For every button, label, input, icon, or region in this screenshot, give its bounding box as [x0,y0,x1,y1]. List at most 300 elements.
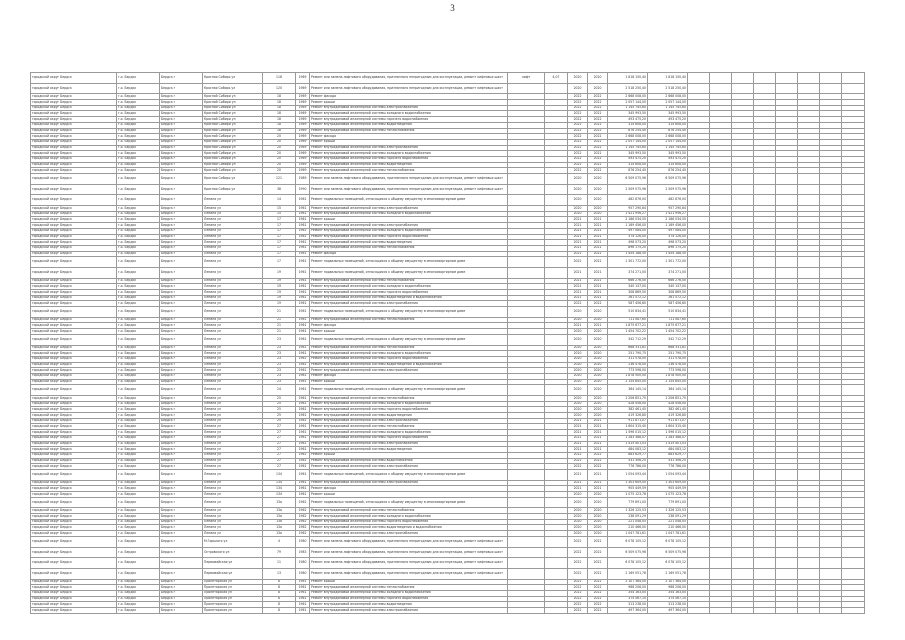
table-cell: г.о. Бердск [117,111,160,117]
table-cell: Ленина ул [203,228,263,234]
table-row [31,195,865,206]
table-cell: г.о. Бердск [117,435,160,441]
table-cell: 1961 [296,195,310,206]
table-cell: 14 [263,195,296,206]
table-cell: Ремонт или замена лифтового оборудования, признанного непригодным для эксплуатации, ремонт лифтовых шахт [310,73,508,84]
table-cell: 4,07 [545,73,568,84]
table-cell: 1 169 456,00 [648,223,688,229]
table-cell: Бердск г [160,290,203,296]
table-cell [545,334,568,345]
table-cell: городской округ Бердск [31,430,117,436]
table-cell: 1961 [296,245,310,251]
table-cell: 13а [263,497,296,508]
table-cell: Ремонт внутридомовой инженерной системы холодного водоснабжения [310,111,508,117]
empty-cell [798,568,820,579]
table-cell: 531 306,25 [608,458,648,464]
table-cell: 2022 [568,128,588,134]
table-cell: г.о. Бердск [117,301,160,307]
table-cell: 2021 [588,418,608,424]
table-cell: Ленина ул [203,211,263,217]
table-cell: Красной Сибири ул [203,111,263,117]
table-cell: 1961 [296,441,310,447]
empty-cell [842,195,865,206]
table-cell: 2020 [588,413,608,419]
table-cell: 2022 [588,251,608,257]
table-cell: городской округ Бердск [31,385,117,396]
empty-cell [798,174,820,185]
table-cell: 1 283 388,07 [648,435,688,441]
empty-cell [732,174,754,185]
empty-cell [754,334,776,345]
table-cell: Ремонт внутридомовой инженерной системы холодного водоснабжения [310,284,508,290]
table-cell: 79 [263,547,296,558]
table-cell: Ремонт внутридомовой инженерной системы теплоснабжения [310,168,508,174]
table-cell: 1 301 772,00 [608,257,648,268]
table-cell: 876 254,40 [648,168,688,174]
table-cell: 382 461,45 [648,407,688,413]
table-cell: 2021 [568,430,588,436]
table-cell: 2020 [588,401,608,407]
table-cell: г.о. Бердск [117,368,160,374]
table-cell: г.о. Бердск [117,536,160,547]
table-cell: 2020 [568,73,588,84]
table-cell: городской округ Бердск [31,323,117,329]
table-cell: городской округ Бердск [31,407,117,413]
table-cell: 1 875 677,21 [648,323,688,329]
table-cell: 2 057 144,00 [608,139,648,145]
table-cell: 2 509 075,96 [608,184,648,195]
table-cell: 2020 [588,317,608,323]
table-cell: 2022 [588,458,608,464]
table-row [31,257,865,268]
table-cell: 8 [263,596,296,602]
table-cell: Ремонт внутридомовой инженерной системы горячего водоснабжения [310,117,508,123]
table-row [31,307,865,318]
table-cell: Бердск г [160,596,203,602]
table-cell: 711 087,60 [648,317,688,323]
table-cell: 2 169 051,78 [608,568,648,579]
table-cell: 314 608,00 [648,122,688,128]
empty-cell [710,469,732,480]
table-cell: 20 [263,139,296,145]
table-cell: 27 [263,424,296,430]
table-cell: Ленина ул [203,508,263,514]
table-cell: 2022 [588,558,608,569]
table-cell: г.о. Бердск [117,334,160,345]
table-cell: 2021 [568,284,588,290]
table-cell: 2022 [588,452,608,458]
table-cell: 8 [263,590,296,596]
table-cell: 1961 [296,492,310,498]
table-cell: Ленина ул [203,334,263,345]
table-cell: Ремонт внутридомовой инженерной системы электроснабжения [310,480,508,486]
table-cell: 2021 [568,228,588,234]
table-cell: 313 238,00 [608,602,648,608]
table-cell: Бердск г [160,162,203,168]
empty-cell [776,184,798,195]
table-cell: 1 047 781,61 [648,531,688,537]
table-cell: 1 303 609,00 [648,480,688,486]
empty-cell [688,174,710,185]
table-cell: Ленина ул [203,307,263,318]
table-cell: 354 163,00 [648,590,688,596]
table-cell: 1969 [296,111,310,117]
table-cell: 2022 [568,117,588,123]
empty-cell [776,174,798,185]
table-cell: Ленина ул [203,217,263,223]
table-cell: 497 084,00 [648,228,688,234]
table-cell: 2022 [568,139,588,145]
table-cell: 1961 [296,362,310,368]
empty-cell [820,73,842,84]
table-cell: Ремонт подвальных помещений, относящихся к общему имуществу в многоквартирном доме [310,497,508,508]
table-cell: Ленина ул [203,497,263,508]
table-cell: 1 596 015,12 [648,430,688,436]
table-cell: 2 057 144,00 [648,100,688,106]
table-cell: 2022 [568,111,588,117]
table-cell: Ремонт внутридомовой инженерной системы теплоснабжения [310,317,508,323]
empty-cell [798,385,820,396]
table-cell: 20 [263,156,296,162]
table-cell: 1961 [296,345,310,351]
table-row [31,267,865,278]
table-cell: 1 454 702,22 [608,329,648,335]
empty-cell [688,497,710,508]
table-cell: 19 [263,284,296,290]
table-cell: городской округ Бердск [31,156,117,162]
table-cell: 221 048,05 [608,519,648,525]
table-cell: 2 057 144,00 [648,139,688,145]
table-cell: 1969 [296,100,310,106]
table-cell [508,536,545,547]
table-cell: г.о. Бердск [117,122,160,128]
empty-cell [798,184,820,195]
table-cell: 2021 [568,441,588,447]
table-cell: городской округ Бердск [31,602,117,608]
table-cell: городской округ Бердск [31,531,117,537]
table-cell: 2022 [588,122,608,128]
table-cell: Ленина ул [203,345,263,351]
table-cell: 2022 [568,122,588,128]
empty-cell [820,174,842,185]
empty-cell [688,547,710,558]
table-cell [545,536,568,547]
table-cell: Бердск г [160,373,203,379]
table-cell: 18 [263,122,296,128]
table-cell: городской округ Бердск [31,469,117,480]
table-cell: 1961 [296,234,310,240]
table-cell: г.о. Бердск [117,401,160,407]
table-cell: г.о. Бердск [117,568,160,579]
table-cell: Ремонт крыши [310,579,508,585]
table-cell [508,334,545,345]
table-cell: 1 145 745,60 [648,145,688,151]
table-cell: 2022 [588,464,608,470]
table-cell: 1961 [296,585,310,591]
table-cell [508,83,545,94]
table-cell: 668 331,81 [608,345,648,351]
table-cell: городской округ Бердск [31,267,117,278]
table-cell [545,195,568,206]
table-cell: 493 475,20 [648,156,688,162]
table-cell: Ленина ул [203,317,263,323]
table-cell: Ремонт подвальных помещений, относящихся к общему имуществу в многоквартирном доме [310,334,508,345]
table-cell: 1961 [296,379,310,385]
table-cell: 1962 [296,525,310,531]
table-cell: Бердск г [160,413,203,419]
table-cell: 1 145 745,60 [608,105,648,111]
capital-repair-table [30,72,865,614]
table-cell: 2021 [588,234,608,240]
table-cell: городской округ Бердск [31,174,117,185]
table-cell: 905 449,59 [608,486,648,492]
table-cell: Бердск г [160,174,203,185]
empty-cell [688,608,710,614]
table-cell: 236 478,00 [608,362,648,368]
table-cell: г.о. Бердск [117,217,160,223]
table-cell: Бердск г [160,223,203,229]
table-cell: г.о. Бердск [117,413,160,419]
table-cell: 340 137,00 [608,284,648,290]
table-cell: Красная Сибирь ул [203,73,263,84]
table-cell: 1 604 315,40 [648,424,688,430]
table-cell: 896 175,20 [608,245,648,251]
table-cell: 2020 [588,356,608,362]
table-cell: 1961 [296,396,310,402]
table-cell: г.о. Бердск [117,223,160,229]
table-cell: 18 [263,105,296,111]
table-cell: 876 254,40 [648,128,688,134]
table-cell: Бердск г [160,486,203,492]
empty-cell [732,547,754,558]
table-cell: 382 461,45 [608,407,648,413]
table-cell: Бердск г [160,334,203,345]
table-cell: 2020 [568,514,588,520]
table-cell: 18 [263,100,296,106]
table-cell: 1961 [296,480,310,486]
table-cell [508,497,545,508]
table-cell: 482 876,00 [608,195,648,206]
empty-cell [820,195,842,206]
table-cell: 1 415 401,03 [608,441,648,447]
table-cell: Ленина ул [203,424,263,430]
table-cell: г.о. Бердск [117,486,160,492]
table-cell [545,257,568,268]
table-cell: 497 084,00 [608,228,648,234]
empty-cell [776,469,798,480]
table-cell: 6 509 075,96 [608,547,648,558]
empty-cell [842,469,865,480]
table-cell: 364 145,14 [648,385,688,396]
empty-cell [776,195,798,206]
table-cell: 1961 [296,407,310,413]
table-cell: 1961 [296,329,310,335]
table-cell: 2020 [588,83,608,94]
table-cell: 238 091,29 [648,514,688,520]
table-cell: городской округ Бердск [31,558,117,569]
table-cell: 20 [263,168,296,174]
empty-cell [842,497,865,508]
table-cell: 2022 [568,547,588,558]
empty-cell [842,568,865,579]
empty-cell [754,469,776,480]
table-cell: 311 578,00 [648,356,688,362]
table-cell: городской округ Бердск [31,134,117,140]
empty-cell [710,608,732,614]
table-cell: 1 415 401,03 [648,441,688,447]
empty-cell [754,608,776,614]
table-cell: Ремонт или замена лифтового оборудования, признанного непригодным для эксплуатации, ремонт лифтовых шахт [310,568,508,579]
table-cell: 1969 [296,139,310,145]
table-cell: г.о. Бердск [117,195,160,206]
table-cell: Ленина ул [203,401,263,407]
table-cell: 2021 [568,435,588,441]
table-cell: 1961 [296,452,310,458]
table-cell: городской округ Бердск [31,217,117,223]
table-cell: 1961 [296,435,310,441]
empty-cell [688,568,710,579]
table-cell: 1 878 500,00 [608,373,648,379]
empty-cell [688,307,710,318]
table-cell: Бердск г [160,351,203,357]
table-cell: 13а [263,514,296,520]
empty-cell [798,536,820,547]
table-cell: 1961 [296,323,310,329]
empty-cell [776,608,798,614]
table-cell: 2020 [568,385,588,396]
table-cell: 375 567,10 [608,596,648,602]
table-cell: городской округ Бердск [31,168,117,174]
empty-cell [710,568,732,579]
table-cell: 2022 [588,257,608,268]
table-cell: 419 326,80 [608,413,648,419]
table-cell: Ленина ул [203,251,263,257]
table-cell: 18 [263,117,296,123]
empty-cell [842,73,865,84]
empty-cell [820,267,842,278]
table-cell: 1 604 315,40 [608,424,648,430]
table-cell: Ленина ул [203,525,263,531]
empty-cell [842,558,865,569]
table-cell: городской округ Бердск [31,162,117,168]
table-cell [545,83,568,94]
table-cell: 23 [263,379,296,385]
table-cell: 364 145,14 [608,385,648,396]
table-cell: Бердск г [160,379,203,385]
table-cell: 1990 [296,184,310,195]
table-cell: Бердск г [160,278,203,284]
empty-cell [776,334,798,345]
table-cell: г.о. Бердск [117,234,160,240]
table-cell: 2020 [588,407,608,413]
table-cell: 711 087,60 [608,317,648,323]
empty-cell [776,497,798,508]
empty-cell [710,174,732,185]
table-cell: Бердск г [160,94,203,100]
table-cell: Красной Сибири ул [203,139,263,145]
table-row [31,385,865,396]
table-cell: городской округ Бердск [31,401,117,407]
empty-cell [732,195,754,206]
table-cell: 2020 [568,508,588,514]
table-cell: 20 [263,151,296,157]
table-cell: 1969 [296,83,310,94]
table-cell: 2022 [568,151,588,157]
table-cell: 118 [263,73,296,84]
table-cell: Ленина ул [203,295,263,301]
table-cell: 2022 [568,590,588,596]
table-cell [545,267,568,278]
empty-cell [842,184,865,195]
table-cell: Красная Сибирь ул [203,184,263,195]
table-cell: Ремонт внутридомовой инженерной системы электроснабжения [310,531,508,537]
table-cell: Бердск г [160,480,203,486]
empty-cell [842,547,865,558]
table-cell: Ленина ул [203,223,263,229]
table-cell: 2022 [588,590,608,596]
table-cell: 988 206,00 [608,585,648,591]
table-cell: 2022 [568,558,588,569]
table-cell: 2022 [588,608,608,614]
table-cell: Бердск г [160,435,203,441]
table-cell: Бердск г [160,590,203,596]
table-cell: г.о. Бердск [117,162,160,168]
table-cell: 1961 [296,424,310,430]
table-cell [508,174,545,185]
table-cell: 2022 [568,145,588,151]
table-cell: 23 [263,356,296,362]
table-cell [545,497,568,508]
table-cell: 1962 [296,519,310,525]
table-cell: 531 306,25 [648,458,688,464]
table-cell: 19 [263,295,296,301]
table-cell: 27 [263,430,296,436]
table-cell: 17 [263,245,296,251]
table-cell: городской округ Бердск [31,458,117,464]
table-cell: городской округ Бердск [31,536,117,547]
table-cell: Ремонт или замена лифтового оборудования, признанного непригодным для эксплуатации, ремонт лифтовых шахт [310,536,508,547]
table-cell: 2022 [568,162,588,168]
table-cell: 2021 [568,447,588,453]
table-cell: 25 [263,396,296,402]
table-cell: 1961 [296,211,310,217]
table-cell: 1961 [296,486,310,492]
table-cell: Ленина ул [203,240,263,246]
table-cell: городской округ Бердск [31,590,117,596]
table-cell: городской округ Бердск [31,234,117,240]
table-cell: 2 509 075,96 [648,184,688,195]
table-cell: городской округ Бердск [31,301,117,307]
empty-cell [688,558,710,569]
table-cell: 2021 [568,240,588,246]
empty-cell [820,334,842,345]
table-cell: 905 449,59 [648,486,688,492]
table-cell: Ремонт подвальных помещений, относящихся к общему имуществу в многоквартирном доме [310,195,508,206]
table-cell: Ленина ул [203,452,263,458]
table-cell [508,267,545,278]
table-cell [508,469,545,480]
table-cell: г.о. Бердск [117,602,160,608]
table-cell: 1961 [296,334,310,345]
table-cell: г.о. Бердск [117,117,160,123]
table-cell: 2021 [588,469,608,480]
table-cell: Бердск г [160,396,203,402]
table-cell: Ремонт внутридомовой инженерной системы водоотведения и водоснабжения [310,525,508,531]
table-cell: 2021 [568,278,588,284]
table-cell: 1961 [296,447,310,453]
table-cell: Ремонт внутридомовой инженерной системы водоотведения [310,122,508,128]
table-cell: 1961 [296,458,310,464]
